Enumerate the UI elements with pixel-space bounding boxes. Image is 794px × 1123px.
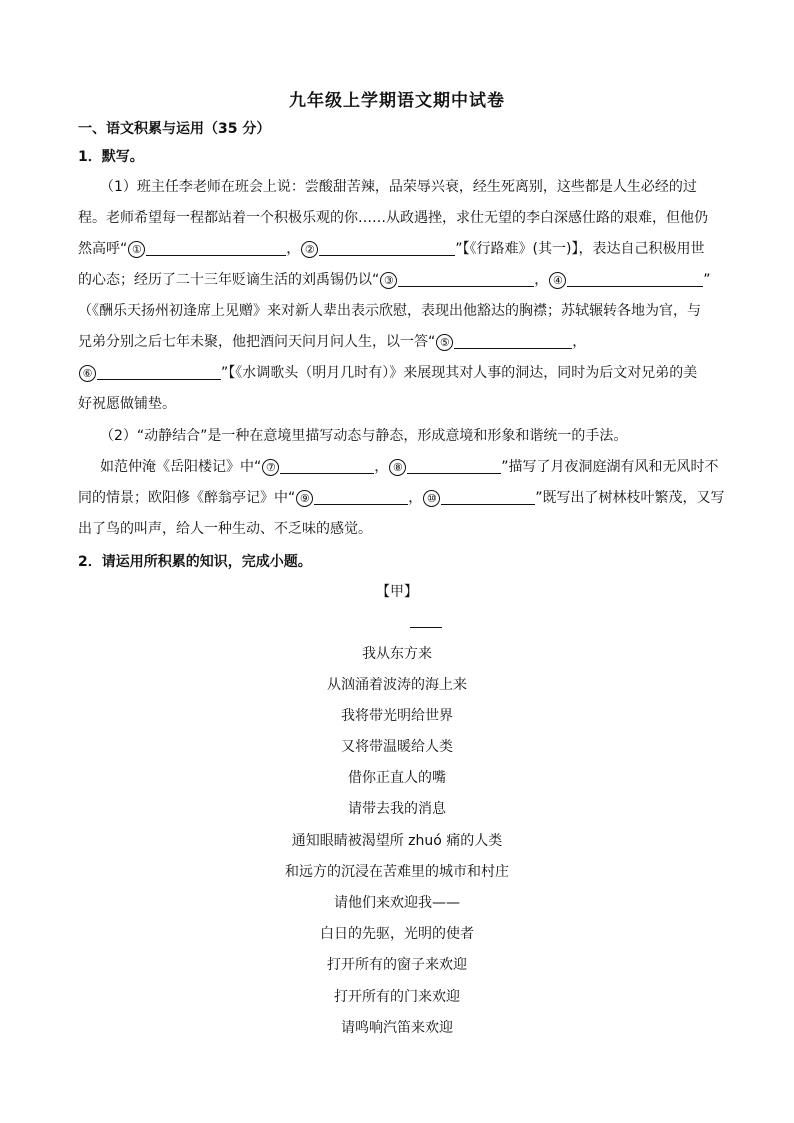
poem-line: 请带去我的消息: [348, 801, 446, 817]
text-segment: 兄弟分别之后七年未聚，他把酒问天问月问人生，以一答“: [78, 334, 436, 350]
q1-part1-line: （《酬乐天扬州初逢席上见赠》来对新人辈出表示欣慰，表现出他豁达的胸襟；苏轼辗转各地为官，与: [78, 303, 701, 319]
blank-marker: ①: [128, 241, 145, 258]
answer-blank-10[interactable]: [441, 489, 535, 505]
text-segment: 然高呼“: [78, 241, 128, 257]
text-segment: ”: [703, 272, 711, 288]
text-segment: ，: [534, 272, 549, 288]
q1-part1-line: [78, 238, 704, 258]
answer-blank-9[interactable]: [314, 489, 408, 505]
text-segment: 的心态；经历了二十三年贬谪生活的刘禹锡仍以“: [78, 272, 380, 288]
text-segment: ，: [374, 459, 389, 475]
q1-part2-line: 出了鸟的叫声，给人一种生动、不乏味的感觉。: [78, 521, 372, 537]
blank-marker: ④: [549, 272, 566, 289]
poem-line: 又将带温暖给人类: [341, 739, 453, 755]
poem-line: 借你正直人的嘴: [348, 770, 446, 786]
blank-marker: ⑦: [262, 459, 279, 476]
poem-line: 通知眼睛被渴望所 zhuó 痛的人类: [291, 833, 503, 849]
text-segment: 如范仲淹《岳阳楼记》中“: [100, 459, 262, 475]
poem-title-blank[interactable]: [410, 626, 442, 628]
blank-marker: ⑨: [296, 490, 313, 507]
q1-part2-line: （2）“动静结合”是一种在意境里描写动态与静态，形成意境和形象和谐统一的手法。: [100, 428, 628, 444]
q1-part1-line: [78, 362, 697, 382]
answer-blank-6[interactable]: [97, 364, 221, 380]
question-1-label: 1．默写。: [78, 149, 144, 165]
text-segment: ，: [408, 490, 423, 506]
q1-part1-line: [78, 331, 586, 351]
passage-jia-label: 【甲】: [376, 584, 418, 600]
poem-line: 我将带光明给世界: [341, 708, 453, 724]
answer-blank-2[interactable]: [319, 240, 455, 256]
poem-line: 打开所有的窗子来欢迎: [327, 957, 467, 973]
answer-blank-4[interactable]: [567, 271, 703, 287]
answer-blank-7[interactable]: [280, 458, 374, 474]
answer-blank-3[interactable]: [398, 271, 534, 287]
blank-marker: ⑧: [389, 459, 406, 476]
answer-blank-8[interactable]: [407, 458, 501, 474]
answer-blank-1[interactable]: [146, 240, 286, 256]
q1-part1-line: 好祝愿做铺垫。: [78, 396, 176, 412]
poem-line: 请他们来欢迎我——: [334, 895, 460, 911]
q1-part2-line: [100, 456, 719, 476]
poem-line: 请鸣响汽笛来欢迎: [341, 1020, 453, 1036]
blank-marker: ⑩: [423, 490, 440, 507]
q1-part2-line: [78, 487, 725, 507]
q1-part1-line: 程。老师希望每一程都站着一个积极乐观的你……从政遇挫，求仕无望的李白深感仕路的艰难，但他仍: [78, 210, 708, 226]
page-title: 九年级上学期语文期中试卷: [289, 91, 505, 111]
blank-marker: ②: [301, 241, 318, 258]
poem-line: 白日的先驱，光明的使者: [320, 926, 474, 942]
text-segment: ，: [572, 334, 587, 350]
text-segment: ”描写了月夜洞庭湖有风和无风时不: [501, 459, 719, 475]
text-segment: ，: [286, 241, 301, 257]
blank-marker: ⑤: [436, 334, 453, 351]
poem-line: 打开所有的门来欢迎: [334, 989, 460, 1005]
poem-line: 从汹涌着波涛的海上来: [327, 677, 467, 693]
poem-line: 我从东方来: [362, 646, 432, 662]
q1-part1-line: （1）班主任李老师在班会上说：尝酸甜苦辣，品荣辱兴衰，经生死离别，这些都是人生必经的过: [100, 179, 697, 195]
answer-blank-5[interactable]: [454, 333, 572, 349]
text-segment: ”【《水调歌头（明月几时有）》来展现其对人事的洞达，同时为后文对兄弟的美: [221, 365, 698, 381]
blank-marker: ⑥: [79, 365, 96, 382]
poem-line: 和远方的沉浸在苦难里的城市和村庄: [285, 864, 509, 880]
question-2-label: 2．请运用所积累的知识，完成小题。: [78, 554, 312, 570]
q1-part1-line: [78, 269, 711, 289]
text-segment: ”既写出了树林枝叶繁茂，又写: [535, 490, 725, 506]
text-segment: 同的情景；欧阳修《醉翁亭记》中“: [78, 490, 296, 506]
section-heading: 一、语文积累与运用（35 分）: [78, 121, 271, 137]
blank-marker: ③: [380, 272, 397, 289]
text-segment: ”【《行路难》(其一)】，表达自己积极用世: [455, 241, 705, 257]
